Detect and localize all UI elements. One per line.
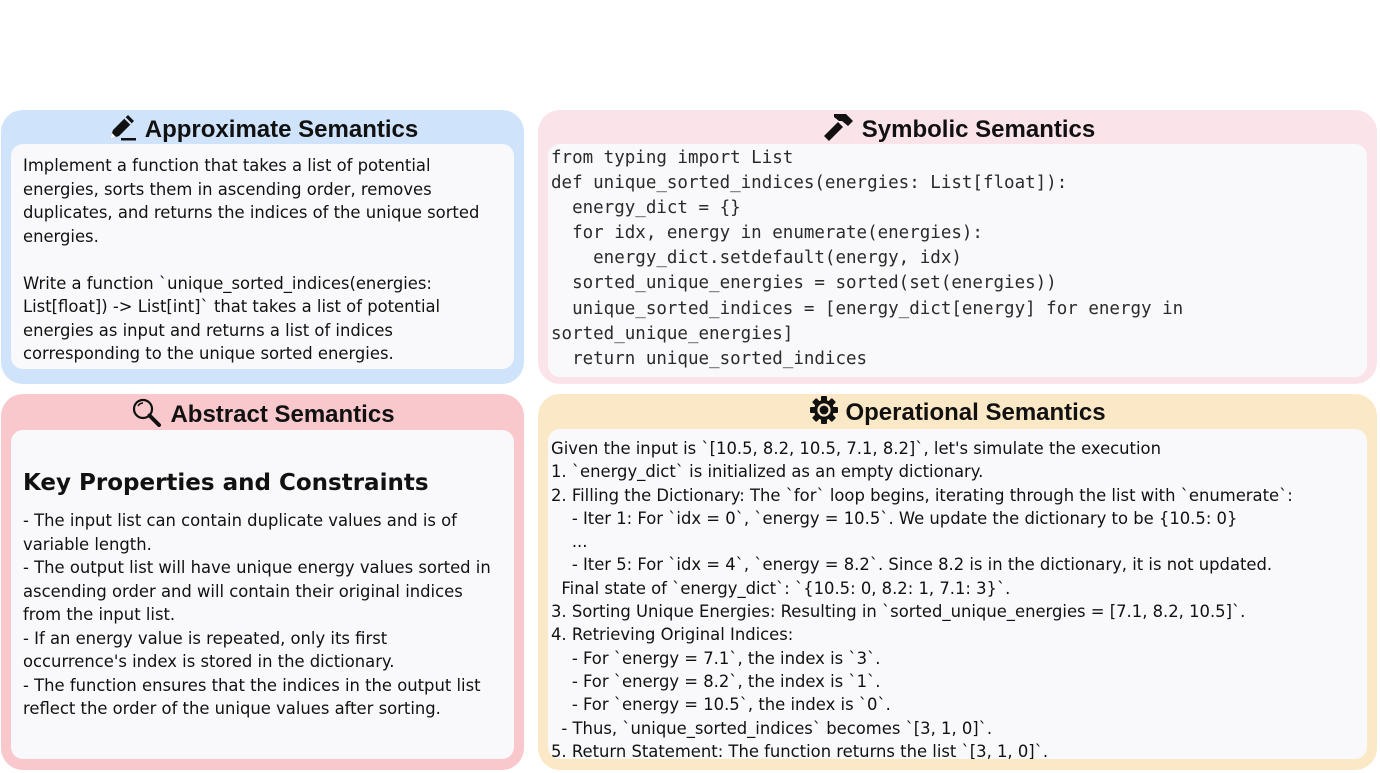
symbolic-semantics-panel [538,110,1377,384]
code-line: energy_dict.setdefault(energy, idx) [551,248,962,269]
property-line: - The output list will have unique energy values sorted in [23,558,491,577]
approximate-semantics-panel [1,110,524,384]
code-line: from typing import List [551,148,794,168]
code-line: sorted_unique_energies] [551,323,794,344]
property-line: - If an energy value is repeated, only its first [23,628,388,648]
code-line: sorted_unique_energies = sorted(set(energies)) [551,273,1057,294]
magnifier-icon [130,397,164,427]
property-line: occurrence's index is stored in the dictionary. [23,652,395,671]
symbolic-semantics-title-row [538,112,1377,144]
gear-icon [809,395,839,425]
abstract-semantics-panel [1,394,524,770]
code-box [548,144,1367,377]
pencil-icon [107,112,139,142]
trace-line: 1. `energy_dict` is initialized as an empty dictionary. [551,462,984,482]
property-line: from the input list. [23,605,176,624]
description-line: duplicates, and returns the indices of the unique sorted [23,203,480,222]
abstract-semantics-title: Abstract Semantics [170,401,395,428]
trace-line: - Thus, `unique_sorted_indices` becomes `[3, 1, 0]`. [551,718,993,738]
property-line: ascending order and will contain their original indices [23,581,463,601]
trace-line: Final state of `energy_dict`: `{10.5: 0, 8.2: 1, 7.1: 3}`. [551,578,1011,598]
description-line: energies as input and returns a list of indices [23,320,393,340]
property-line: - The input list can contain duplicate values and is of [23,511,457,530]
trace-line: - Iter 5: For `idx = 4`, `energy = 8.2`. Since 8.2 is in the dictionary, it is not updated. [551,555,1273,575]
description-line: energies. [23,226,99,246]
execution-trace-box [548,429,1367,759]
code-line: energy_dict = {} [551,198,741,219]
trace-line: 3. Sorting Unique Energies: Resulting in `sorted_unique_energies = [7.1, 8.2, 10.5]`. [551,602,1246,622]
trace-line: Given the input is `[10.5, 8.2, 10.5, 7.1, 8.2]`, let's simulate the execution [551,439,1161,458]
description-line: corresponding to the unique sorted energies. [23,344,394,363]
symbolic-semantics-title: Symbolic Semantics [861,116,1096,143]
code-line: for idx, energy in enumerate(energies): [551,223,983,244]
section-heading: Key Properties and Constraints [23,470,429,496]
approximate-semantics-title: Approximate Semantics [144,116,419,143]
approximate-semantics-title-row [1,112,524,144]
description-line: Implement a function that takes a list of potential [23,156,431,175]
code-line: def unique_sorted_indices(energies: List[float]): [551,173,1068,194]
trace-line: - For `energy = 8.2`, the index is `1`. [551,671,881,691]
property-line: variable length. [23,534,152,554]
trace-line: 2. Filling the Dictionary: The `for` loop begins, iterating through the list with `enumerate`: [551,485,1293,505]
trace-line: - For `energy = 10.5`, the index is `0`. [551,695,891,715]
abstract-semantics-title-row [1,397,524,429]
description-line: Write a function `unique_sorted_indices(energies: [23,273,432,293]
code-line: unique_sorted_indices = [energy_dict[energy] for energy in [551,298,1184,319]
abstract-description-box [11,430,514,759]
description-line: energies, sorts them in ascending order, removes [23,179,432,199]
property-line: reflect the order of the unique values after sorting. [23,699,441,718]
operational-semantics-panel [538,394,1377,770]
trace-line: - Iter 1: For `idx = 0`, `energy = 10.5`. We update the dictionary to be {10.5: 0} [551,508,1238,528]
hammer-icon [820,112,856,142]
code-line: return unique_sorted_indices [551,348,868,369]
operational-semantics-title-row [538,395,1377,427]
approximate-description-box [11,144,514,369]
operational-semantics-title: Operational Semantics [845,399,1106,426]
trace-line: ... [551,532,588,552]
trace-line: 4. Retrieving Original Indices: [551,625,794,645]
description-line: List[float]) -> List[int]` that takes a list of potential [23,297,441,316]
property-line: - The function ensures that the indices in the output list [23,675,481,695]
trace-line: - For `energy = 7.1`, the index is `3`. [551,648,881,668]
trace-line: 5. Return Statement: The function returns the list `[3, 1, 0]`. [551,741,1049,759]
